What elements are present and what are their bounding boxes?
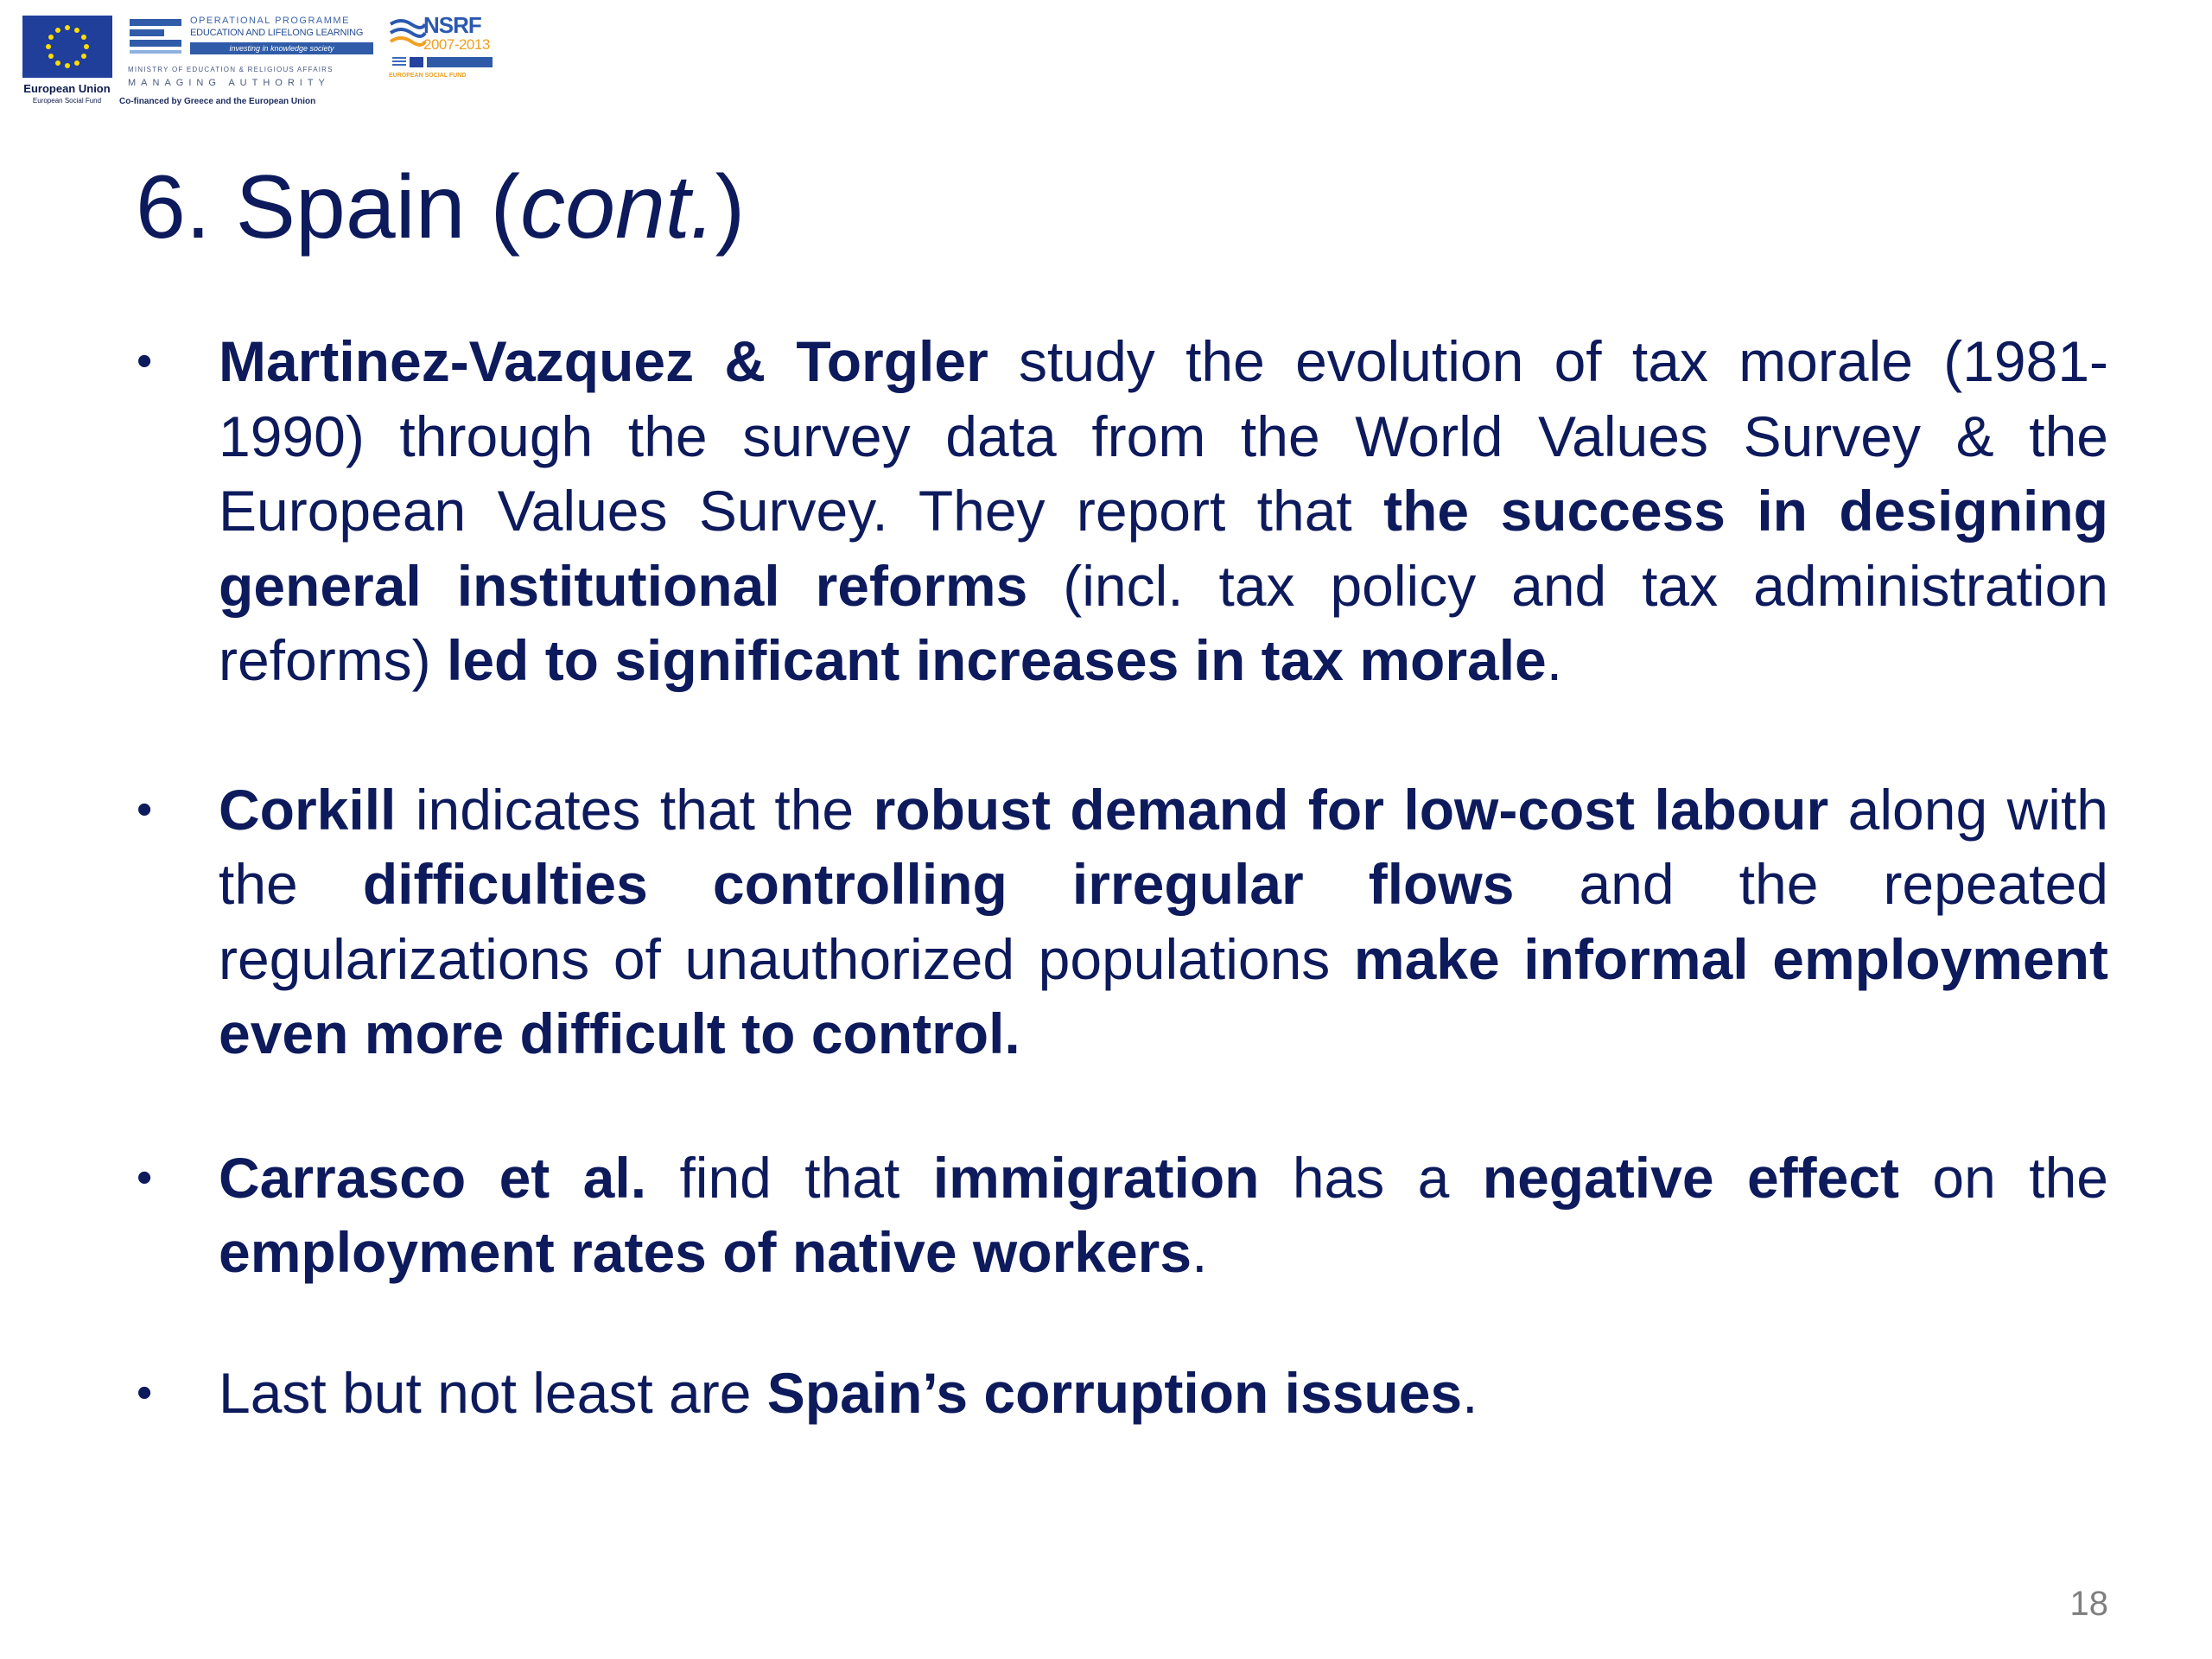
cofinanced-label: Co-financed by Greece and the European Union <box>119 97 316 106</box>
bullet-text: the success in designing general institutional reforms <box>219 479 2108 618</box>
page-number: 18 <box>2069 1585 2108 1623</box>
slide-title <box>136 156 745 259</box>
bullet-symbol: • <box>137 336 153 386</box>
bullet-text: has a <box>1259 1145 1483 1210</box>
eu-logo <box>17 12 117 121</box>
spacer <box>130 1290 2108 1356</box>
slide-title-main: 6. Spain ( <box>136 157 521 257</box>
flag-bar <box>389 57 493 68</box>
bullet-text: . <box>1546 628 1563 692</box>
bullet-text: immigration <box>932 1145 1260 1210</box>
nsrf-logo <box>389 12 518 99</box>
nsrf-years: 2007-2013 <box>423 36 490 53</box>
slide-title-italic: cont. <box>520 157 715 257</box>
bullet-text: difficulties controlling irregular flows <box>362 852 1515 916</box>
slide-title-close: ) <box>715 157 746 257</box>
programme-tagline: investing in knowledge society <box>190 42 373 54</box>
programme-line-1: OPERATIONAL PROGRAMME <box>190 16 350 26</box>
bullet-text: Spain’s corruption issues <box>766 1360 1463 1425</box>
bullet-text: and the repeated regularizations of unauthorized populations <box>219 852 2109 991</box>
wave-icon <box>389 16 427 50</box>
eu-flag-icon <box>22 16 112 78</box>
eu-subtitle: European Social Fund <box>32 97 102 105</box>
bullet-symbol: • <box>137 1152 153 1203</box>
bullet-symbol: • <box>137 1367 153 1418</box>
authority-label: MANAGING AUTHORITY <box>128 78 330 88</box>
programme-logo <box>119 12 396 121</box>
eu-mini-flag-icon <box>410 57 423 67</box>
book-icon <box>128 16 183 55</box>
nsrf-subtitle: EUROPEAN SOCIAL FUND <box>389 73 467 79</box>
bullet-text: employment rates of native workers <box>219 1220 1192 1284</box>
bullet-text: along with the <box>219 777 2108 916</box>
programme-line-2: EDUCATION AND LIFELONG LEARNING <box>190 28 364 38</box>
bullet-text: study the evolution of tax morale (1981-1990) through the survey data from the World Values Survey & the European Values Survey. They report that <box>219 329 2108 543</box>
bullet-text: . <box>1462 1360 1478 1425</box>
ministry-label: MINISTRY OF EDUCATION & RELIGIOUS AFFAIRS <box>128 66 334 73</box>
bullet-text: indicates that the <box>396 777 874 842</box>
bullet-text: (incl. tax policy and tax administration reforms) <box>219 553 2108 692</box>
bullet-item-3 <box>130 1141 2108 1290</box>
bullet-text: Corkill <box>219 777 397 842</box>
bullet-text: on the <box>1899 1145 2108 1210</box>
bullet-text: led to significant increases in tax morale <box>447 628 1547 692</box>
spacer <box>130 1071 2108 1141</box>
greek-flag-icon <box>392 57 406 67</box>
bullet-text: negative effect <box>1482 1145 1900 1210</box>
spacer <box>130 698 2108 772</box>
nsrf-title: NSRF <box>423 12 481 38</box>
bullet-symbol: • <box>137 784 153 835</box>
bullet-text: find that <box>646 1145 933 1210</box>
logo-strip <box>17 12 518 121</box>
bullet-text: . <box>1192 1220 1208 1284</box>
bullet-item-4 <box>130 1356 2108 1431</box>
bullet-item-2 <box>130 772 2108 1071</box>
programme-bar <box>427 57 493 67</box>
bullet-text: robust demand for low-cost labour <box>873 777 1829 842</box>
eu-name: European Union <box>23 82 111 95</box>
bullet-text: make informal employment even more difficult to control. <box>219 926 2108 1065</box>
bullet-item-1 <box>130 324 2108 698</box>
bullet-text: Last but not least are <box>219 1360 767 1425</box>
bullet-list <box>130 324 2108 1430</box>
bullet-text: Carrasco et al. <box>219 1145 647 1210</box>
bullet-text: Martinez-Vazquez & Torgler <box>219 329 988 393</box>
